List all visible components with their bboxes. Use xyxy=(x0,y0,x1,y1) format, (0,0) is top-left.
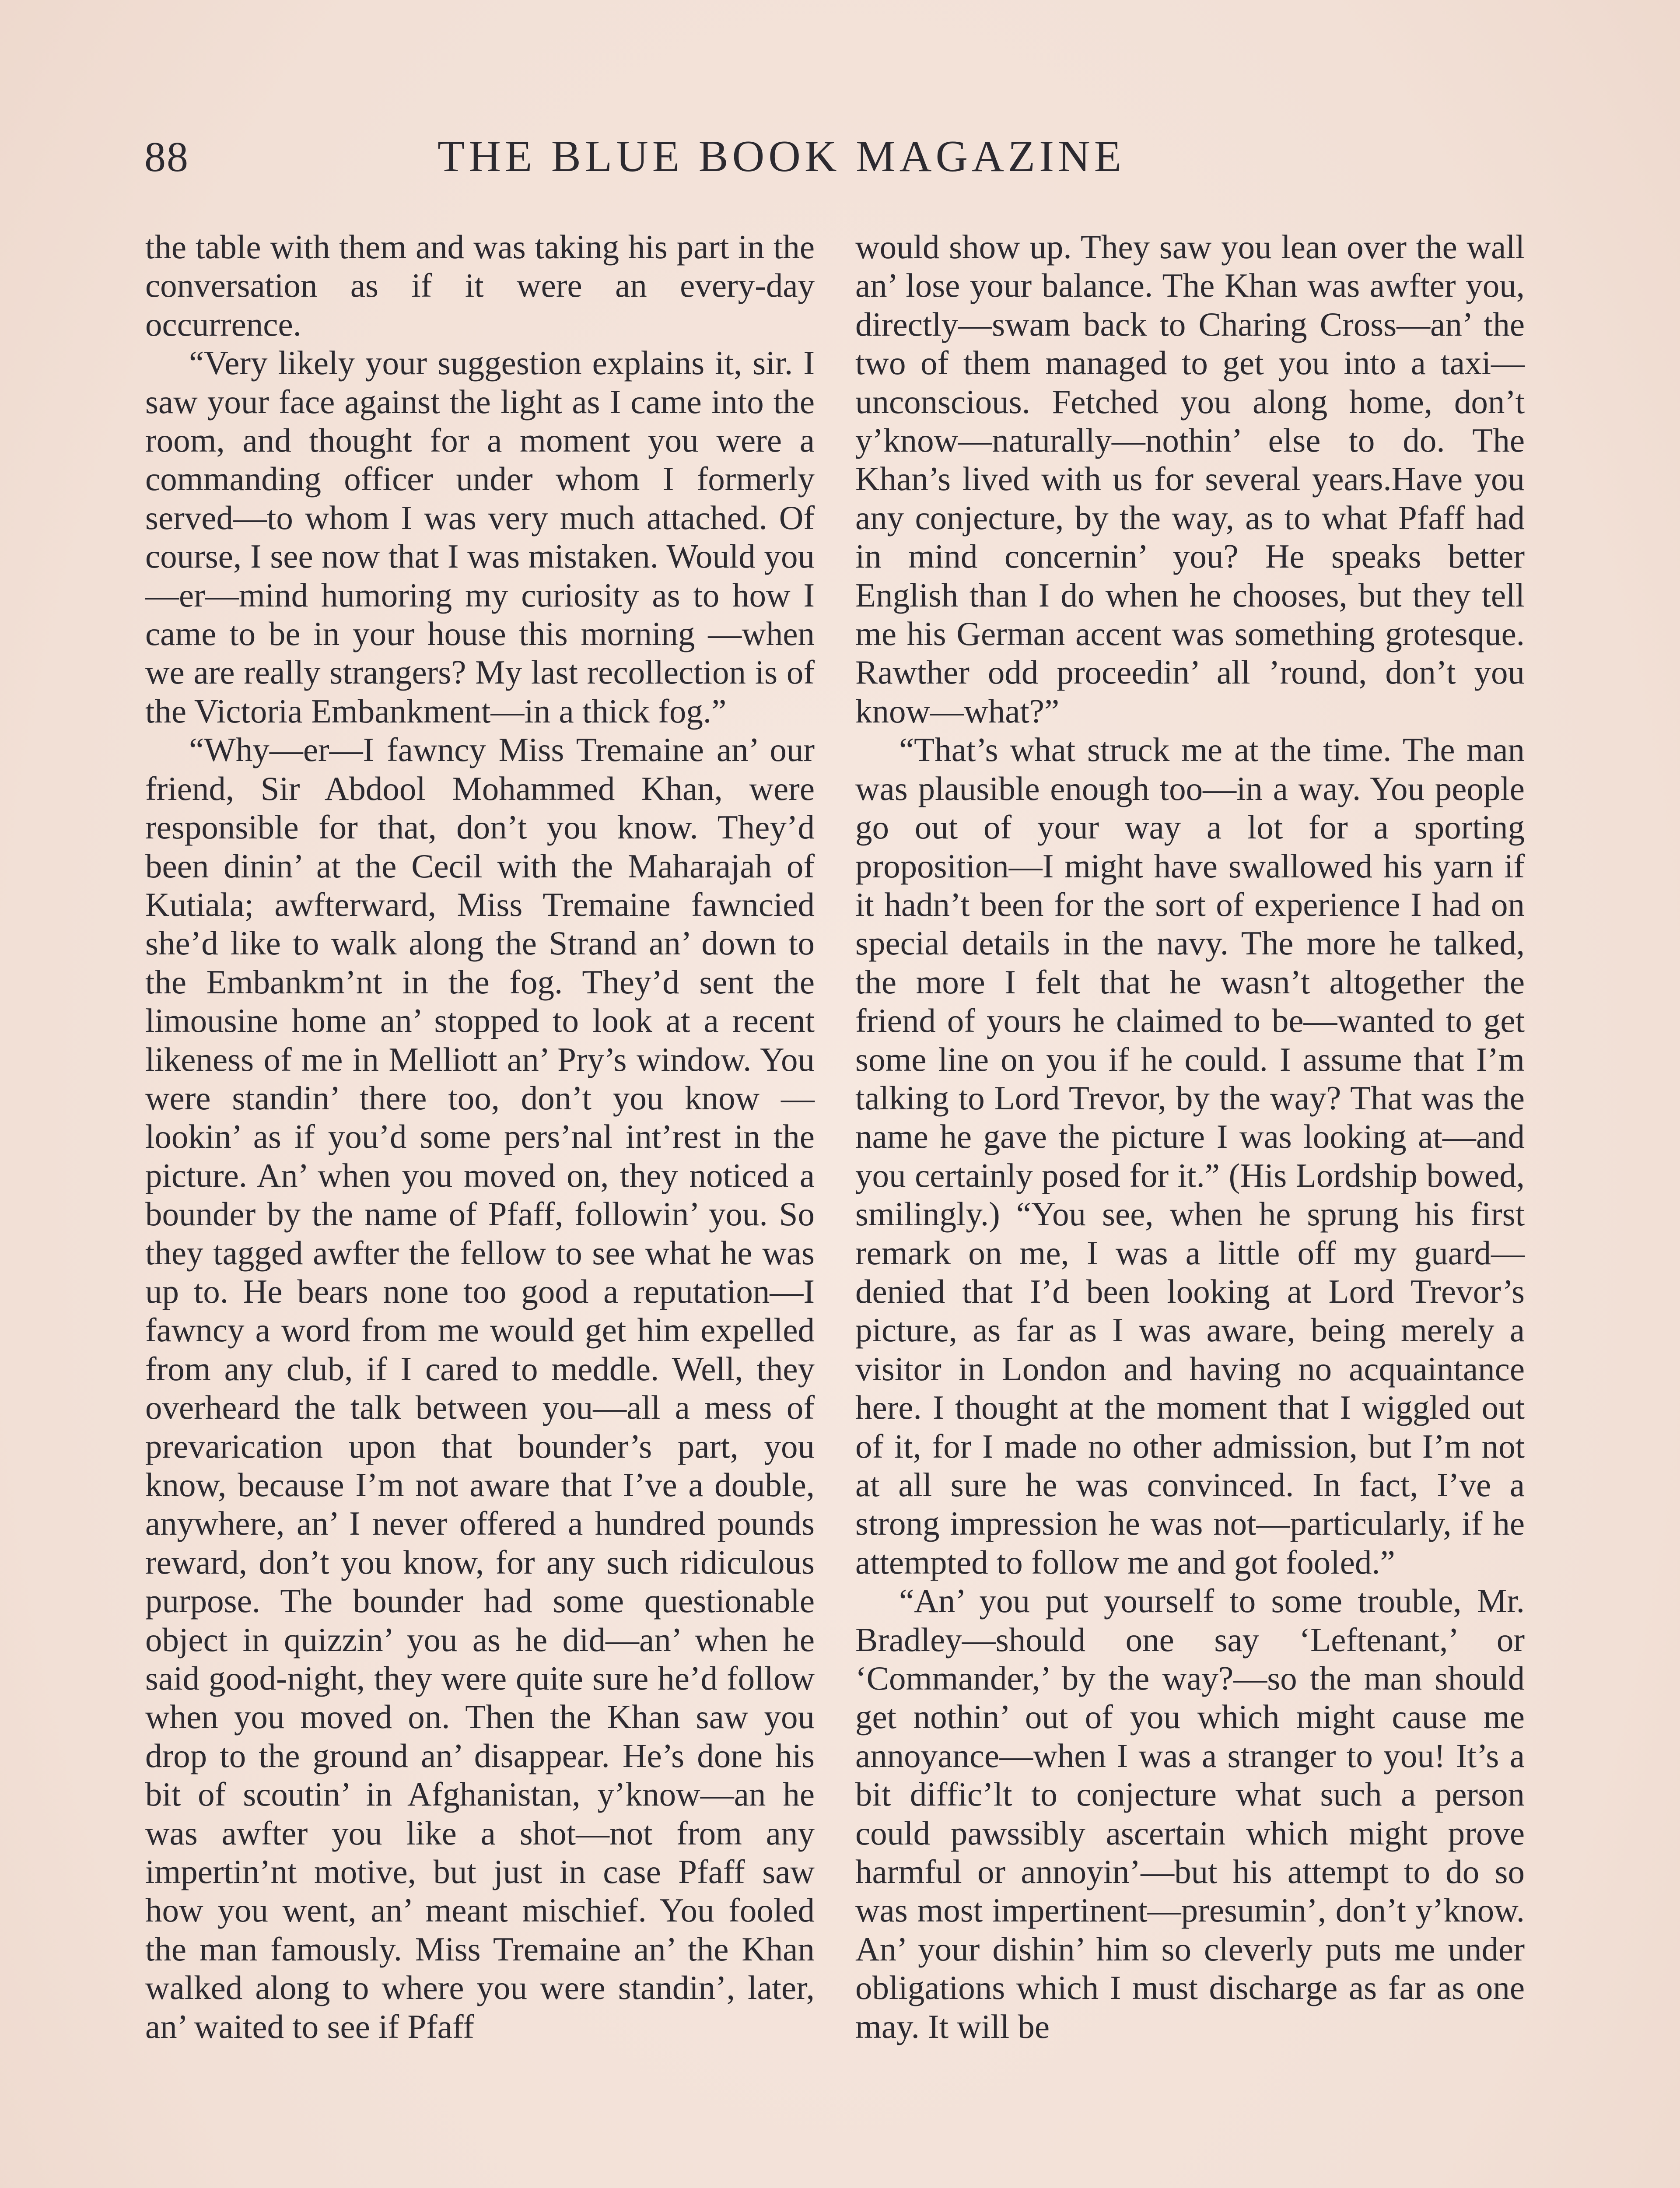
paragraph: “An’ you put yourself to some trouble, Mr. Bradley—should one say ‘Leftenant,’ or ‘Commander,’ by the way?—so the man should get nothin’ out of you which might cause me annoyance—when I was a stranger to you! It’s a bit diffic’lt to conjecture what such a person could pawssibly ascertain which might prove harmful or annoyin’—but his attempt to do so was most impertinent—presumin’, don’t y’know. An’ your dishin’ him so cleverly puts me under obligations which I must discharge as far as one may. It will be xyxy=(855,1582,1525,2045)
paragraph: would show up. They saw you lean over the wall an’ lose your balance. The Khan was awfter you, directly—swam back to Charing Cross—an’ the two of them managed to get you into a taxi—unconscious. Fetched you along home, don’t y’know—naturally—nothin’ else to do. The Khan’s lived with us for several years.Have you any conjecture, by the way, as to what Pfaff had in mind concernin’ you? He speaks better English than I do when he chooses, but they tell me his German accent was something grotesque. Rawther odd proceedin’ all ’round, don’t you know—what?” xyxy=(855,228,1525,730)
left-text-column xyxy=(145,228,815,2046)
magazine-title: THE BLUE BOOK MAGAZINE xyxy=(438,132,1126,181)
paragraph: “That’s what struck me at the time. The man was plausible enough too—in a way. You people go out of your way a lot for a sporting proposition—I might have swallowed his yarn if it hadn’t been for the sort of experience I had on special details in the navy. The more he talked, the more I felt that he wasn’t altogether the friend of yours he claimed to be—wanted to get some line on you if he could. I assume that I’m talking to Lord Trevor, by the way? That was the name he gave the picture I was looking at—and you certainly posed for it.” (His Lordship bowed, smilingly.) “You see, when he sprung his first remark on me, I was a little off my guard—denied that I’d been looking at Lord Trevor’s picture, as far as I was aware, being merely a visitor in London and having no acquaintance here. I thought at the moment that I wiggled out of it, for I made no other admission, but I’m not at all sure he was convinced. In fact, I’ve a strong impression he was not—particularly, if he attempted to follow me and got fooled.” xyxy=(855,731,1525,1581)
paragraph: the table with them and was taking his part in the conversation as if it were an every-day occurrence. xyxy=(145,228,815,343)
right-text-column xyxy=(855,228,1525,2046)
paragraph: “Very likely your suggestion explains it, sir. I saw your face against the light as I came into the room, and thought for a moment you were a commanding officer under whom I formerly served—to whom I was very much attached. Of course, I see now that I was mistaken. Would you—er—mind humoring my curiosity as to how I came to be in your house this morning —when we are really strangers? My last recollection is of the Victoria Embankment—in a thick fog.” xyxy=(145,344,815,730)
paragraph: “Why—er—I fawncy Miss Tremaine an’ our friend, Sir Abdool Mohammed Khan, were responsible for that, don’t you know. They’d been dinin’ at the Cecil with the Maharajah of Kutiala; awfterward, Miss Tremaine fawncied she’d like to walk along the Strand an’ down to the Embankm’nt in the fog. They’d sent the limousine home an’ stopped to look at a recent likeness of me in Melliott an’ Pry’s window. You were standin’ there too, don’t you know —lookin’ as if you’d some pers’nal int’rest in the picture. An’ when you moved on, they noticed a bounder by the name of Pfaff, followin’ you. So they tagged awfter the fellow to see what he was up to. He bears none too good a reputation—I fawncy a word from me would get him expelled from any club, if I cared to meddle. Well, they overheard the talk between you—all a mess of prevarication upon that bounder’s part, you know, because I’m not aware that I’ve a double, anywhere, an’ I never offered a hundred pounds reward, don’t you know, for any such ridiculous purpose. The bounder had some questionable object in quizzin’ you as he did—an’ when he said good-night, they were quite sure he’d follow when you moved on. Then the Khan saw you drop to the ground an’ disappear. He’s done his bit of scoutin’ in Afghanistan, y’know—an he was awfter you like a shot—not from any impertin’nt motive, but just in case Pfaff saw how you went, an’ meant mischief. You fooled the man famously. Miss Tremaine an’ the Khan walked along to where you were standin’, later, an’ waited to see if Pfaff xyxy=(145,731,815,2045)
page-number: 88 xyxy=(144,133,189,181)
page-header xyxy=(144,125,1247,195)
